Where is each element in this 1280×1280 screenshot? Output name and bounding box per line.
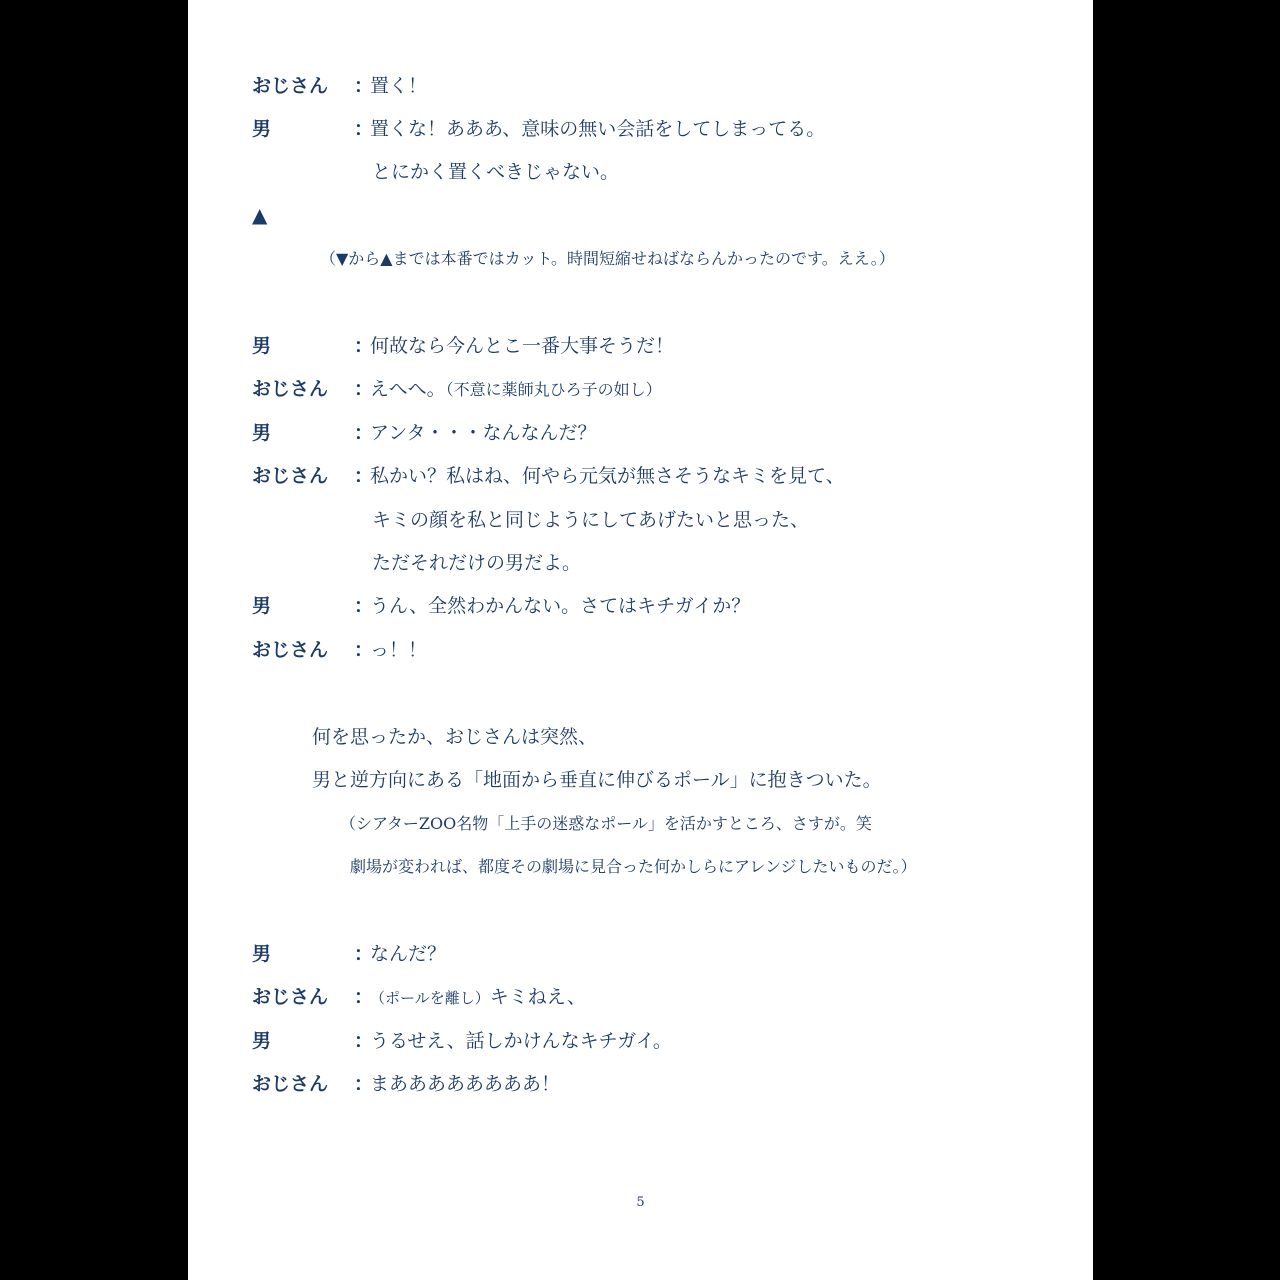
dialogue-line: 置く！ xyxy=(370,75,428,97)
page-number: 5 xyxy=(636,1195,645,1210)
speaker-name: おじさん xyxy=(252,986,329,1008)
speaker-colon: ： xyxy=(354,465,374,487)
speaker-name: 男 xyxy=(252,422,272,444)
speaker-colon: ： xyxy=(354,1030,374,1052)
speaker-colon: ： xyxy=(354,1073,374,1095)
speaker-colon: ： xyxy=(354,986,374,1008)
dialogue-continuation: キミの顔を私と同じようにしてあげたいと思った、 xyxy=(372,509,810,531)
dialogue-line xyxy=(370,984,586,1011)
dialogue-line xyxy=(370,376,662,403)
dialogue-line: っ！！ xyxy=(370,639,428,661)
cut-end-marker: ▲ xyxy=(252,203,268,227)
stage-direction: 男と逆方向にある「地面から垂直に伸びるポール」に抱きついた。 xyxy=(312,769,882,791)
speaker-name: 男 xyxy=(252,943,272,965)
script-page xyxy=(188,0,1093,1280)
dialogue-line: なんだ？ xyxy=(370,943,447,965)
dialogue-line: 置くな！あああ、意味の無い会話をしてしまってる。 xyxy=(370,118,826,140)
dialogue-line: アンタ・・・なんなんだ？ xyxy=(370,422,597,444)
stage-aside: （不意に薬師丸ひろ子の如し） xyxy=(445,380,662,399)
stage-direction: 何を思ったか、おじさんは突然、 xyxy=(312,726,598,748)
dialogue-continuation: とにかく置くべきじゃない。 xyxy=(372,161,620,183)
speaker-name: おじさん xyxy=(252,639,329,661)
speaker-name: おじさん xyxy=(252,465,329,487)
stage-aside: （ポールを離し） xyxy=(370,989,490,1007)
dialogue-line: 何故なら今んとこ一番大事そうだ！ xyxy=(370,335,675,357)
speaker-name: 男 xyxy=(252,118,272,140)
speaker-colon: ： xyxy=(354,75,374,97)
stage-note: 劇場が変われば、都度その劇場に見合った何かしらにアレンジしたいものだ。） xyxy=(350,857,917,876)
stage-note: （▼から▲までは本番ではカット。時間短縮せねばならんかったのです。ええ。） xyxy=(320,249,895,268)
dialogue-text: えへへ。 xyxy=(370,378,446,400)
dialogue-text: キミねえ、 xyxy=(489,986,586,1008)
speaker-colon: ： xyxy=(354,335,374,357)
speaker-name: おじさん xyxy=(252,378,329,400)
speaker-colon: ： xyxy=(354,639,374,661)
speaker-name: おじさん xyxy=(252,1073,329,1095)
dialogue-continuation: ただそれだけの男だよ。 xyxy=(372,552,582,574)
dialogue-line: うるせえ、話しかけんなキチガイ。 xyxy=(370,1030,672,1052)
speaker-colon: ： xyxy=(354,422,374,444)
speaker-name: 男 xyxy=(252,335,272,357)
speaker-colon: ： xyxy=(354,118,374,140)
speaker-name: 男 xyxy=(252,1030,272,1052)
speaker-colon: ： xyxy=(354,595,374,617)
dialogue-line: うん、全然わかんない。さてはキチガイか？ xyxy=(370,595,751,617)
speaker-name: 男 xyxy=(252,595,272,617)
stage-note: （シアターZOO名物「上手の迷惑なポール」を活かすところ、さすが。笑 xyxy=(340,814,872,833)
dialogue-line: まああああああああ！ xyxy=(370,1073,561,1095)
dialogue-line: 私かい？私はね、何やら元気が無さそうなキミを見て、 xyxy=(370,465,845,487)
speaker-colon: ： xyxy=(354,943,374,965)
speaker-name: おじさん xyxy=(252,75,329,97)
speaker-colon: ： xyxy=(354,378,374,400)
